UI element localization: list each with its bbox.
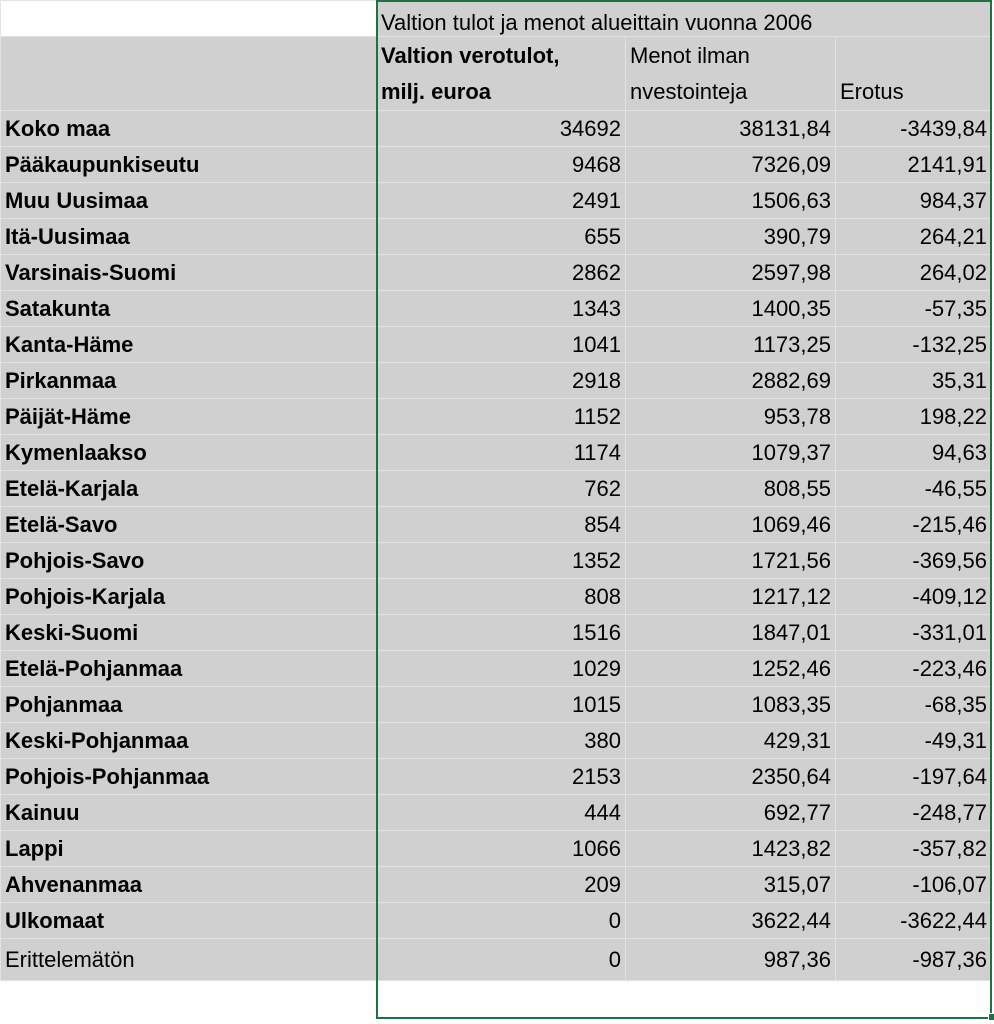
table-row (1, 183, 992, 219)
header-spending-line1: Menot ilman (630, 43, 750, 68)
table-row (1, 759, 992, 795)
table-row (1, 327, 992, 363)
header-tax-line2: milj. euroa (381, 79, 492, 104)
difference-cell[interactable]: -106,07 (836, 867, 992, 903)
fill-handle[interactable] (988, 1013, 994, 1021)
spending-cell[interactable]: 38131,84 (626, 111, 836, 147)
table-row (1, 219, 992, 255)
spending-cell[interactable]: 1400,35 (626, 291, 836, 327)
difference-cell[interactable]: -223,46 (836, 651, 992, 687)
header-tax-revenue[interactable] (377, 37, 626, 111)
table-row (1, 111, 992, 147)
header-spending-line2: nvestointeja (630, 79, 748, 104)
tax-revenue-cell[interactable]: 1343 (377, 291, 626, 327)
table-row (1, 687, 992, 723)
table-row (1, 435, 992, 471)
spending-cell[interactable]: 7326,09 (626, 147, 836, 183)
region-cell[interactable]: Satakunta (1, 291, 377, 327)
table-row (1, 723, 992, 759)
tax-revenue-cell[interactable]: 1516 (377, 615, 626, 651)
difference-cell[interactable]: -46,55 (836, 471, 992, 507)
spending-cell[interactable]: 390,79 (626, 219, 836, 255)
tax-revenue-cell[interactable]: 1352 (377, 543, 626, 579)
tax-revenue-cell[interactable]: 2153 (377, 759, 626, 795)
tax-revenue-cell[interactable]: 0 (377, 903, 626, 939)
region-cell[interactable]: Pirkanmaa (1, 363, 377, 399)
table-row (1, 147, 992, 183)
difference-cell[interactable]: 94,63 (836, 435, 992, 471)
tax-revenue-cell[interactable]: 2491 (377, 183, 626, 219)
tax-revenue-cell[interactable]: 762 (377, 471, 626, 507)
spending-cell[interactable]: 1079,37 (626, 435, 836, 471)
spending-cell[interactable]: 1252,46 (626, 651, 836, 687)
region-cell[interactable]: Etelä-Karjala (1, 471, 377, 507)
region-cell[interactable]: Ulkomaat (1, 903, 377, 939)
region-cell[interactable]: Muu Uusimaa (1, 183, 377, 219)
difference-cell[interactable]: -215,46 (836, 507, 992, 543)
region-cell[interactable]: Kanta-Häme (1, 327, 377, 363)
difference-cell[interactable]: -197,64 (836, 759, 992, 795)
region-cell[interactable]: Keski-Pohjanmaa (1, 723, 377, 759)
region-cell[interactable]: Keski-Suomi (1, 615, 377, 651)
region-cell[interactable]: Varsinais-Suomi (1, 255, 377, 291)
table-row (1, 651, 992, 687)
spending-cell[interactable]: 2350,64 (626, 759, 836, 795)
region-cell[interactable]: Erittelemätön (1, 939, 377, 981)
difference-cell[interactable]: -331,01 (836, 615, 992, 651)
table-row (1, 507, 992, 543)
table-row (1, 291, 992, 327)
difference-cell[interactable]: -49,31 (836, 723, 992, 759)
tax-revenue-cell[interactable]: 2918 (377, 363, 626, 399)
title-row (1, 1, 992, 37)
tax-revenue-cell[interactable]: 380 (377, 723, 626, 759)
header-tax-line1: Valtion verotulot, (381, 43, 560, 68)
spending-cell[interactable]: 315,07 (626, 867, 836, 903)
tax-revenue-cell[interactable]: 209 (377, 867, 626, 903)
table-row (1, 363, 992, 399)
spending-cell[interactable]: 1173,25 (626, 327, 836, 363)
difference-cell[interactable]: 264,02 (836, 255, 992, 291)
header-row (1, 37, 992, 111)
header-difference[interactable]: Erotus (836, 37, 992, 111)
table-row (1, 255, 992, 291)
table-row (1, 939, 992, 981)
spending-cell[interactable]: 1083,35 (626, 687, 836, 723)
difference-cell[interactable]: -3622,44 (836, 903, 992, 939)
tax-revenue-cell[interactable]: 854 (377, 507, 626, 543)
difference-cell[interactable]: -3439,84 (836, 111, 992, 147)
tax-revenue-cell[interactable]: 1174 (377, 435, 626, 471)
table-row (1, 867, 992, 903)
region-cell[interactable]: Kainuu (1, 795, 377, 831)
table-row (1, 543, 992, 579)
spending-cell[interactable]: 1847,01 (626, 615, 836, 651)
difference-cell[interactable]: -132,25 (836, 327, 992, 363)
region-cell[interactable]: Lappi (1, 831, 377, 867)
difference-cell[interactable]: -369,56 (836, 543, 992, 579)
region-cell[interactable]: Pohjois-Karjala (1, 579, 377, 615)
region-cell[interactable]: Ahvenanmaa (1, 867, 377, 903)
difference-cell[interactable]: -248,77 (836, 795, 992, 831)
spending-cell[interactable]: 429,31 (626, 723, 836, 759)
table-row (1, 615, 992, 651)
table-row (1, 831, 992, 867)
tax-revenue-cell[interactable]: 1152 (377, 399, 626, 435)
difference-cell[interactable]: -57,35 (836, 291, 992, 327)
spending-cell[interactable]: 1506,63 (626, 183, 836, 219)
difference-cell[interactable]: -357,82 (836, 831, 992, 867)
difference-cell[interactable]: 984,37 (836, 183, 992, 219)
tax-revenue-cell[interactable]: 2862 (377, 255, 626, 291)
region-cell[interactable]: Pohjanmaa (1, 687, 377, 723)
empty-header-cell[interactable] (1, 37, 377, 111)
difference-cell[interactable]: -68,35 (836, 687, 992, 723)
difference-cell[interactable]: 2141,91 (836, 147, 992, 183)
region-cell[interactable]: Pääkaupunkiseutu (1, 147, 377, 183)
region-cell[interactable]: Itä-Uusimaa (1, 219, 377, 255)
spending-cell[interactable]: 987,36 (626, 939, 836, 981)
table-row (1, 795, 992, 831)
spending-cell[interactable]: 1217,12 (626, 579, 836, 615)
tax-revenue-cell[interactable]: 655 (377, 219, 626, 255)
tax-revenue-cell[interactable]: 9468 (377, 147, 626, 183)
difference-cell[interactable]: 198,22 (836, 399, 992, 435)
spending-cell[interactable]: 1069,46 (626, 507, 836, 543)
difference-cell[interactable]: 35,31 (836, 363, 992, 399)
region-cell[interactable]: Päijät-Häme (1, 399, 377, 435)
spending-cell[interactable]: 2882,69 (626, 363, 836, 399)
difference-cell[interactable]: 264,21 (836, 219, 992, 255)
tax-revenue-cell[interactable]: 1029 (377, 651, 626, 687)
difference-cell[interactable]: -409,12 (836, 579, 992, 615)
empty-cell[interactable] (1, 1, 377, 37)
spending-cell[interactable]: 953,78 (626, 399, 836, 435)
header-spending[interactable] (626, 37, 836, 111)
tax-revenue-cell[interactable]: 444 (377, 795, 626, 831)
tax-revenue-cell[interactable]: 0 (377, 939, 626, 981)
tax-revenue-cell[interactable]: 1041 (377, 327, 626, 363)
spending-cell[interactable]: 1721,56 (626, 543, 836, 579)
spending-cell[interactable]: 808,55 (626, 471, 836, 507)
region-cell[interactable]: Pohjois-Pohjanmaa (1, 759, 377, 795)
difference-cell[interactable]: -987,36 (836, 939, 992, 981)
table-row (1, 471, 992, 507)
region-cell[interactable]: Etelä-Savo (1, 507, 377, 543)
region-cell[interactable]: Pohjois-Savo (1, 543, 377, 579)
tax-revenue-cell[interactable]: 1015 (377, 687, 626, 723)
spending-cell[interactable]: 2597,98 (626, 255, 836, 291)
spending-cell[interactable]: 692,77 (626, 795, 836, 831)
table-row (1, 399, 992, 435)
region-cell[interactable]: Kymenlaakso (1, 435, 377, 471)
region-cell[interactable]: Etelä-Pohjanmaa (1, 651, 377, 687)
table-title[interactable]: Valtion tulot ja menot alueittain vuonna 2006 (377, 1, 992, 37)
spending-cell[interactable]: 1423,82 (626, 831, 836, 867)
tax-revenue-cell[interactable]: 34692 (377, 111, 626, 147)
table-row (1, 903, 992, 939)
region-cell[interactable]: Koko maa (1, 111, 377, 147)
tax-revenue-cell[interactable]: 808 (377, 579, 626, 615)
table-row (1, 579, 992, 615)
spending-cell[interactable]: 3622,44 (626, 903, 836, 939)
tax-revenue-cell[interactable]: 1066 (377, 831, 626, 867)
